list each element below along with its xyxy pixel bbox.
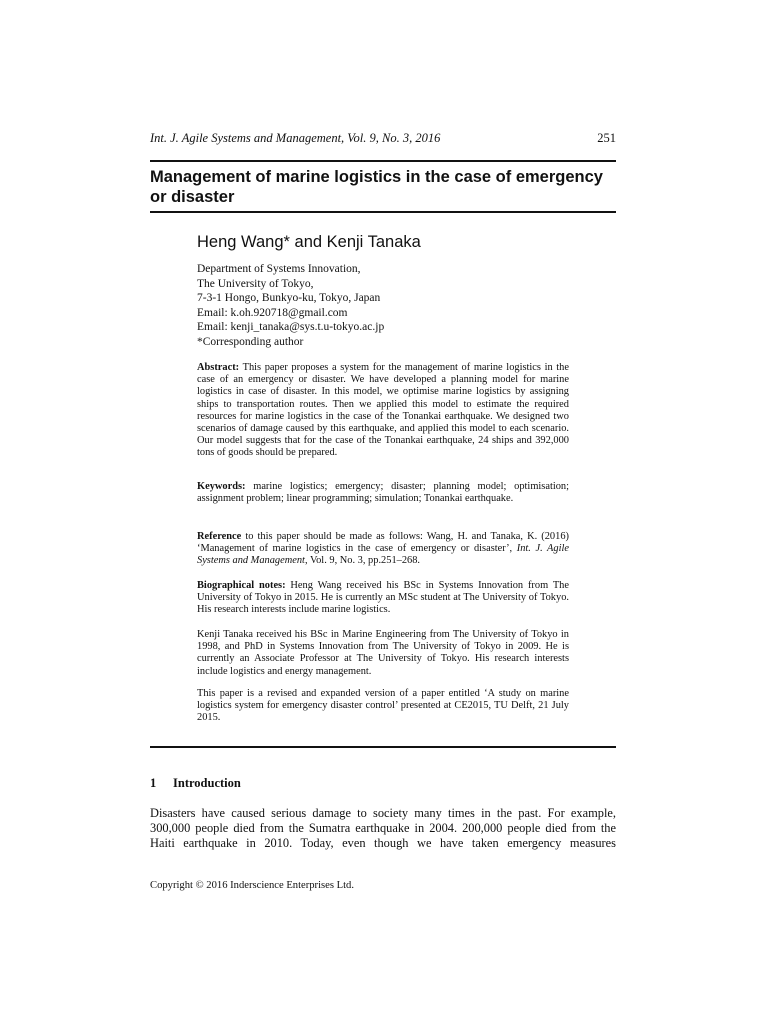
affiliation — [197, 262, 616, 350]
keywords-label: Keywords: — [197, 481, 246, 492]
authors: Heng Wang* and Kenji Tanaka — [197, 233, 421, 251]
paper-title: Management of marine logistics in the case of emergency or disaster — [150, 168, 603, 206]
bio-wang: Heng Wang received his BSc in Systems Innovation from The University of Tokyo in 2015. He is currently an MSc student at The University of Tokyo. His research interests include marine logistics. — [197, 580, 569, 616]
section-number: 1 — [150, 776, 157, 790]
intro-paragraph: Disasters have caused serious damage to society many times in the past. For example, 300,000 people died from the Sumatra earthquake in 2004. 200,000 people died from the Haiti earthquake in 2010. Today, even though we have taken emergency measures — [150, 806, 616, 851]
journal-citation: Int. J. Agile Systems and Management, Vol. 9, No. 3, 2016 — [150, 131, 441, 145]
corresponding-author-note: *Corresponding author — [197, 335, 304, 348]
section-title: Introduction — [173, 776, 241, 790]
reference-details: , Vol. 9, No. 3, pp.251–268. — [304, 555, 421, 567]
revision-note: This paper is a revised and expanded version of a paper entitled ‘A study on marine logistics system for emergency disaster control’ presented at CE2015, TU Delft, 21 July 2015. — [197, 688, 569, 724]
reference-text: to this paper should be made as follows: Wang, H. and Tanaka, K. (2016) ‘Management of marine logistics in the case of emergency or disaster’, — [197, 531, 569, 555]
email-line: Email: kenji_tanaka@sys.t.u-tokyo.ac.jp — [197, 321, 385, 334]
page-content — [150, 0, 616, 1024]
email-line: Email: k.oh.920718@gmail.com — [197, 306, 348, 319]
affiliation-line: Department of Systems Innovation, — [197, 263, 361, 275]
bio-tanaka: Kenji Tanaka received his BSc in Marine Engineering from The University of Tokyo in 1998, and PhD in Systems Innovation from The University of Tokyo in 2009. He is currently an Associate Professor at The University of Tokyo. His research interests include logistics and energy management. — [197, 629, 569, 677]
page-number: 251 — [597, 131, 616, 145]
abstract-label: Abstract: — [197, 362, 240, 373]
abstract — [197, 362, 569, 460]
affiliation-line: 7-3-1 Hongo, Bunkyo-ku, Tokyo, Japan — [197, 292, 381, 305]
copyright: Copyright © 2016 Inderscience Enterprises Ltd. — [150, 880, 354, 891]
reference — [197, 531, 569, 568]
abstract-bottom-rule — [150, 746, 616, 748]
title-top-rule — [150, 160, 616, 162]
affiliation-line: The University of Tokyo, — [197, 277, 314, 290]
keywords — [197, 481, 569, 505]
title-bottom-rule — [150, 211, 616, 213]
bio-label: Biographical notes: — [197, 580, 286, 591]
reference-label: Reference — [197, 531, 242, 542]
section-heading — [150, 776, 241, 791]
abstract-text: This paper proposes a system for the management of marine logistics in the case of an emergency or disaster. We have developed a planning model for marine logistics in case of disaster. In this model, we optimise marine logistics by assigning ships to transportation routes. Then we applied this model to estimate the required resources for marine logistics in the case of the Tonankai earthquake. We designed two scenarios of damage caused by this earthquake, and applied this model to each scenario. Our model suggests that for the case of the Tonankai earthquake, 24 ships and 392,000 tons of goods should be prepared. — [197, 362, 569, 459]
keywords-text: marine logistics; emergency; disaster; planning model; optimisation; assignment problem; linear programming; simulation; Tonankai earthquake. — [197, 481, 569, 505]
reference-journal: Int. J. Agile Systems and Management — [197, 543, 569, 567]
biographical-notes — [197, 580, 569, 617]
